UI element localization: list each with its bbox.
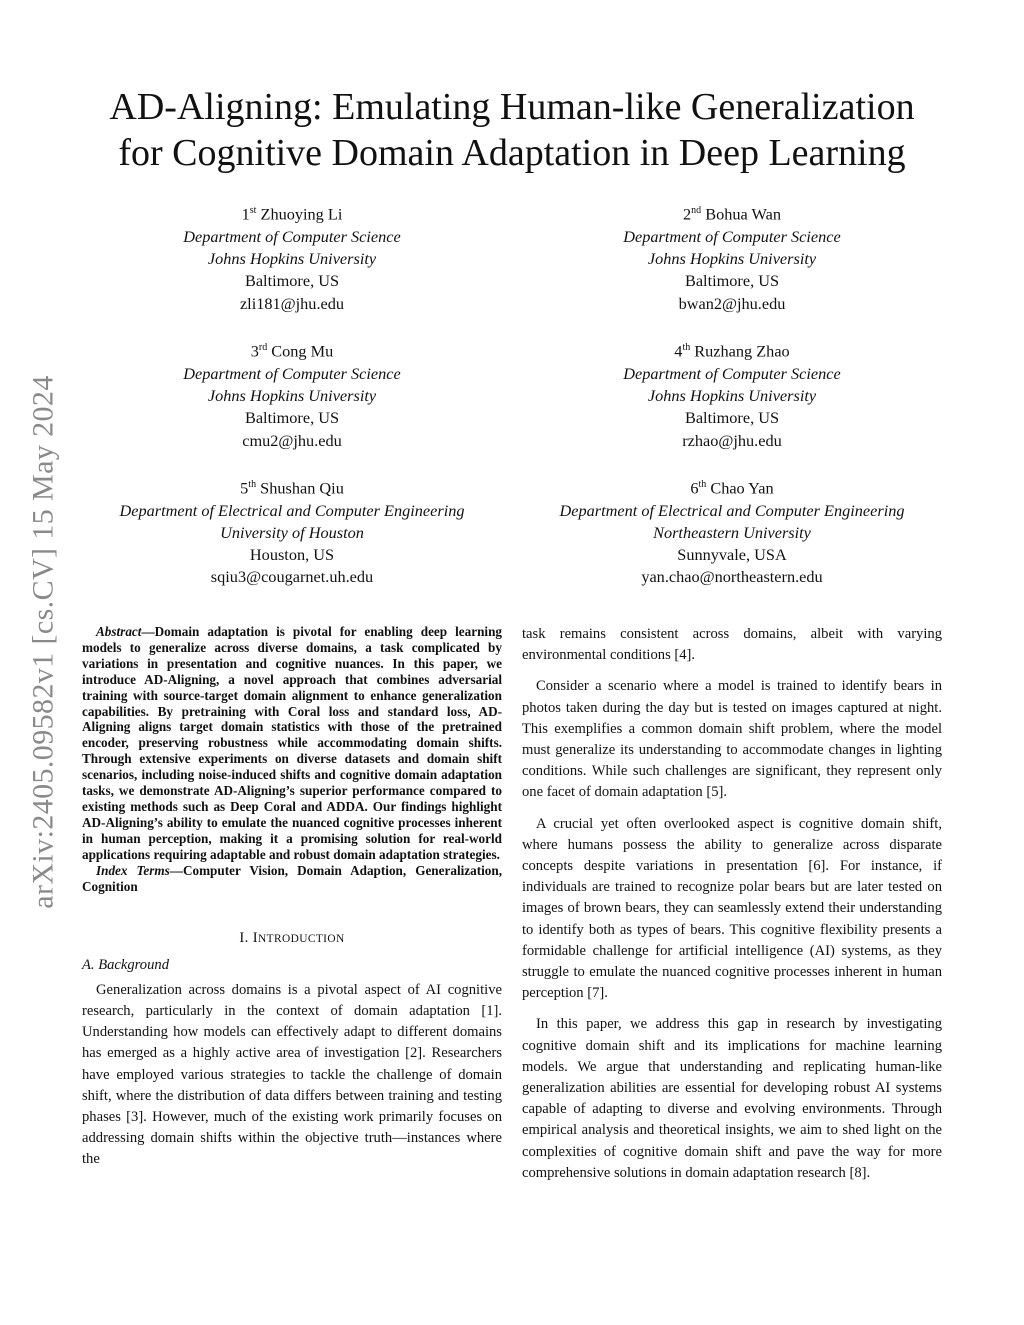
author-department: Department of Electrical and Computer Engineering [119,500,465,520]
author-ordinal-suffix: rd [258,341,268,353]
right-column [522,624,942,1194]
subsection-heading-background: A. Background [82,956,169,973]
author-name: Ruzhang Zhao [694,341,790,361]
arxiv-identifier-stamp [20,342,68,942]
author-university: Johns Hopkins University [207,385,377,405]
abstract-label: Abstract [96,624,142,639]
author-3 [72,337,512,452]
author-ordinal-suffix: st [249,205,257,216]
author-name-line [72,200,512,226]
author-ordinal-suffix: th [682,341,691,353]
author-ordinal-suffix: th [248,478,257,490]
author-name: Cong Mu [271,341,334,361]
author-ordinal: 5 [240,478,249,498]
author-block [72,200,952,589]
arxiv-identifier-text: arXiv:2405.09582v1 [cs.CV] 15 May 2024 [27,375,61,909]
author-location: Baltimore, US [244,408,340,428]
author-name-line [512,337,952,363]
author-location: Sunnyvale, USA [677,545,787,565]
title-line-2: for Cognitive Domain Adaptation in Deep Learning [118,132,906,174]
author-name: Chao Yan [710,478,774,498]
author-name-line [72,474,512,500]
author-university: Northeastern University [653,522,811,542]
author-4 [512,337,952,452]
author-email: cmu2@jhu.edu [242,430,342,450]
paper-title [60,84,964,176]
author-name-line [512,474,952,500]
author-location: Houston, US [249,545,335,565]
author-university: Johns Hopkins University [647,249,817,269]
author-6 [512,474,952,589]
left-column [82,624,502,1181]
author-email: zli181@jhu.edu [239,293,345,313]
author-university: University of Houston [220,522,364,542]
title-line-1: AD-Aligning: Emulating Human-like Generalization [109,86,915,128]
index-terms-text: —Computer Vision, Domain Adaption, Generalization, Cognition [82,862,502,894]
body-paragraph: Consider a scenario where a model is trained to identify bears in photos taken during the day but is tested on images captured at night. This exemplifies a common domain shift problem, where the model must generalize its understanding to accommodate changes in lighting conditions. While such challenges are significant, they represent only one facet of domain adaptation [5]. [522,678,942,801]
author-department: Department of Computer Science [183,226,401,246]
body-paragraph: task remains consistent across domains, albeit with varying environmental conditions [4]. [522,626,942,664]
author-2 [512,200,952,315]
author-name-line [72,337,512,363]
section-numeral: I. I [239,930,258,947]
author-ordinal: 1 [241,204,250,224]
author-ordinal-suffix: th [698,478,707,490]
author-email: yan.chao@northeastern.edu [641,567,823,587]
author-department: Department of Computer Science [623,363,841,383]
author-name-line [512,200,952,226]
author-ordinal: 6 [690,478,699,498]
author-university: Johns Hopkins University [647,385,817,405]
section-heading-introduction [82,928,502,950]
author-ordinal: 4 [674,341,683,361]
author-5 [72,474,512,589]
abstract [82,624,502,863]
section-title-smallcaps: NTRODUCTION [257,933,345,946]
author-email: bwan2@jhu.edu [678,293,786,313]
author-name: Zhuoying Li [260,204,343,224]
author-department: Department of Computer Science [183,363,401,383]
index-terms-label: Index Terms [96,862,170,878]
author-department: Department of Computer Science [623,226,841,246]
author-name: Bohua Wan [705,204,781,224]
author-ordinal-suffix: nd [691,205,702,216]
abstract-text: —Domain adaptation is pivotal for enabling deep learning models to generalize across diverse domains, a task complicated by variations in presentation and cognitive nuances. In this paper, we introduce AD-Aligning, a novel approach that combines adversarial training with source-target domain alignment to enhance generalization capabilities. By pretraining with Coral loss and standard loss, AD-Aligning aligns target domain statistics with those of the pretrained encoder, preserving robustness while accommodating domain shifts. Through extensive experiments on diverse datasets and domain shift scenarios, including noise-induced shifts and cognitive domain adaptation tasks, we demonstrate AD-Aligning’s superior performance compared to existing methods such as Deep Coral and ADDA. Our findings highlight AD-Aligning’s ability to emulate the nuanced cognitive processes inherent in human perception, making it a promising solution for real-world applications requiring adaptable and robust domain adaptation strategies. [82,624,502,862]
author-email: rzhao@jhu.edu [682,430,782,450]
author-university: Johns Hopkins University [207,249,377,269]
author-ordinal: 3 [250,341,259,361]
author-department: Department of Electrical and Computer Engineering [559,500,905,520]
author-location: Baltimore, US [684,271,780,291]
index-terms [82,863,502,895]
author-1 [72,200,512,315]
author-location: Baltimore, US [684,408,780,428]
author-name: Shushan Qiu [260,478,344,498]
author-location: Baltimore, US [244,271,340,291]
body-paragraph: Generalization across domains is a pivotal aspect of AI cognitive research, particularly in the context of domain adaptation [1]. Understanding how models can effectively adapt to different domains has emerged as a highly active area of investigation [2]. Researchers have employed various strategies to tackle the challenge of domain shift, where the distribution of data differs between training and testing phases [3]. However, much of the existing work primarily focuses on addressing domain shifts within the objective truth—instances where the [82,981,502,1168]
author-email: sqiu3@cougarnet.uh.edu [210,567,374,587]
author-ordinal: 2 [683,204,692,224]
body-paragraph: In this paper, we address this gap in research by investigating cognitive domain shift and its implications for machine learning models. We argue that understanding and replicating human-like generalization abilities are essential for developing robust AI systems capable of adapting to diverse and evolving environments. Through empirical analysis and theoretical insights, we aim to shed light on the complexities of cognitive domain shift and pave the way for more comprehensive solutions in domain adaptation research [8]. [522,1016,942,1181]
body-paragraph: A crucial yet often overlooked aspect is cognitive domain shift, where humans possess the ability to generalize across disparate concepts despite variations in presentation [6]. For instance, if individuals are trained to recognize polar bears but are later tested on images of brown bears, they can seamlessly extend their understanding to identify both as types of bears. This cognitive flexibility presents a formidable challenge for artificial intelligence (AI) systems, as they struggle to emulate the nuanced cognitive processes inherent in human perception [7]. [522,815,942,1002]
